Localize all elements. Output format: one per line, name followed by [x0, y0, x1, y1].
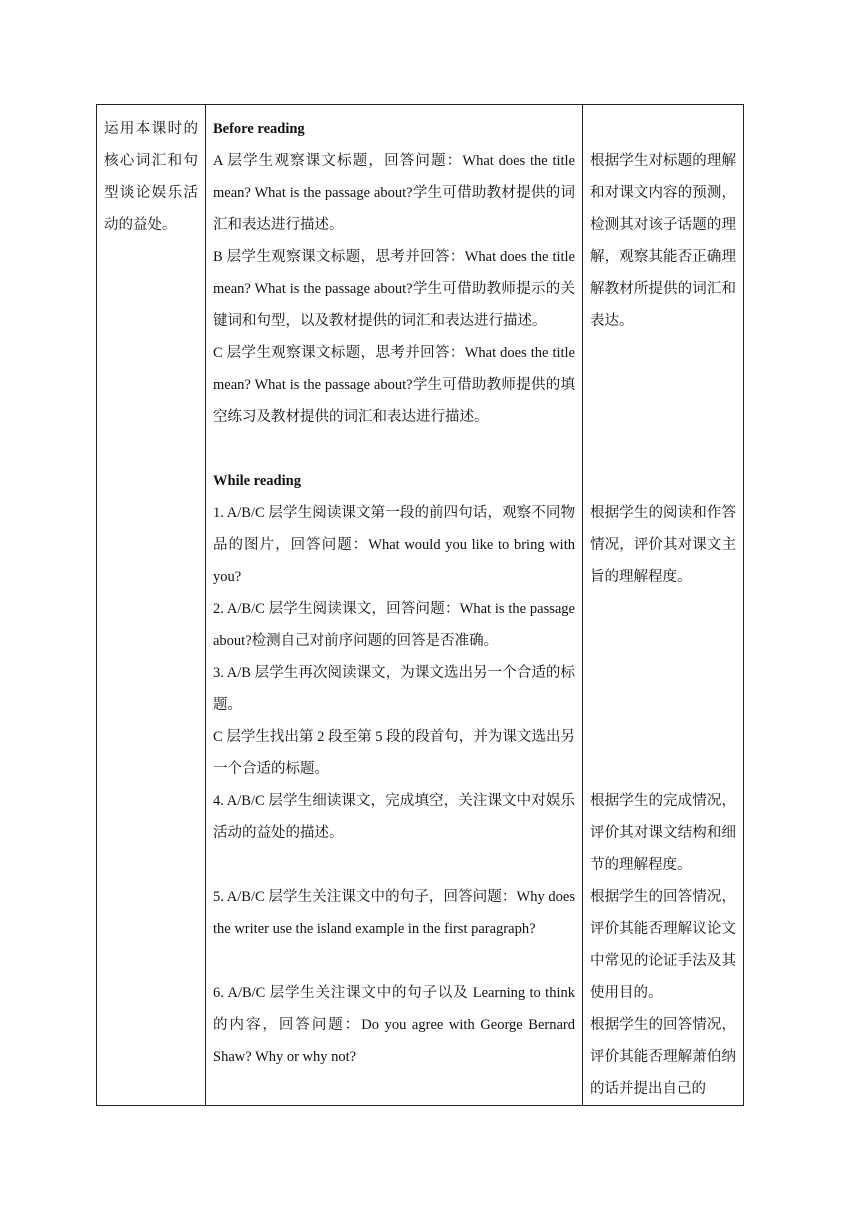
- blank-line: [590, 689, 736, 785]
- assessment-before-reading: 根据学生对标题的理解和对课文内容的预测，检测其对该子话题的理解，观察其能否正确理解教材所提供的词汇和表达。: [590, 153, 736, 329]
- assessment-argument-methods: 根据学生的回答情况，评价其能否理解议论文中常见的论证手法及其使用目的。: [590, 889, 736, 1001]
- blank-line: [213, 849, 575, 881]
- before-reading-heading: Before reading: [213, 121, 305, 137]
- while-reading-heading: While reading: [213, 473, 301, 489]
- blank-line: [213, 433, 575, 465]
- blank-line: [590, 113, 736, 145]
- blank-line: [590, 433, 736, 497]
- assessment-main-idea: 根据学生的阅读和作答情况，评价其对课文主旨的理解程度。: [590, 505, 736, 585]
- assessment-structure-details: 根据学生的完成情况，评价其对课文结构和细节的理解程度。: [590, 793, 736, 873]
- before-reading-level-a: A 层学生观察课文标题，回答问题：What does the title mean? What is the passage about?学生可借助教材提供的词汇和表达进行描述。: [213, 153, 575, 233]
- before-reading-level-b: B 层学生观察课文标题，思考并回答：What does the title mean? What is the passage about?学生可借助教师提示的关键词和句型，以及教材提供的词汇和表达进行描述。: [213, 249, 575, 329]
- while-reading-step-5: 5. A/B/C 层学生关注课文中的句子，回答问题：Why does the writer use the island example in the first paragraph?: [213, 889, 575, 937]
- assessment-cell: [583, 105, 744, 1106]
- while-reading-step-2: 2. A/B/C 层学生阅读课文，回答问题：What is the passage about?检测自己对前序问题的回答是否准确。: [213, 601, 575, 649]
- before-reading-level-c: C 层学生观察课文标题，思考并回答：What does the title mean? What is the passage about?学生可借助教师提供的填空练习及教材提供的词汇和表达进行描述。: [213, 345, 575, 425]
- objective-text: 运用本课时的核心词汇和句型谈论娱乐活动的益处。: [104, 121, 198, 233]
- table-row: [97, 105, 744, 1106]
- while-reading-step-6: 6. A/B/C 层学生关注课文中的句子以及 Learning to think 的内容，回答问题：Do you agree with George Bernard Shaw? Why or why not?: [213, 985, 575, 1065]
- while-reading-step-3ab: 3. A/B 层学生再次阅读课文，为课文选出另一个合适的标题。: [213, 665, 575, 713]
- while-reading-step-3c: C 层学生找出第 2 段至第 5 段的段首句，并为课文选出另一个合适的标题。: [213, 729, 575, 777]
- assessment-shaw-quote: 根据学生的回答情况，评价其能否理解萧伯纳的话并提出自己的: [590, 1017, 736, 1097]
- objective-cell: [97, 105, 206, 1106]
- blank-line: [590, 593, 736, 689]
- lesson-plan-table: [96, 104, 744, 1106]
- blank-line: [213, 945, 575, 977]
- blank-line: [590, 337, 736, 433]
- while-reading-step-1: 1. A/B/C 层学生阅读课文第一段的前四句话，观察不同物品的图片，回答问题：What would you like to bring with you?: [213, 505, 575, 585]
- while-reading-step-4: 4. A/B/C 层学生细读课文，完成填空，关注课文中对娱乐活动的益处的描述。: [213, 793, 575, 841]
- activities-cell: [206, 105, 583, 1106]
